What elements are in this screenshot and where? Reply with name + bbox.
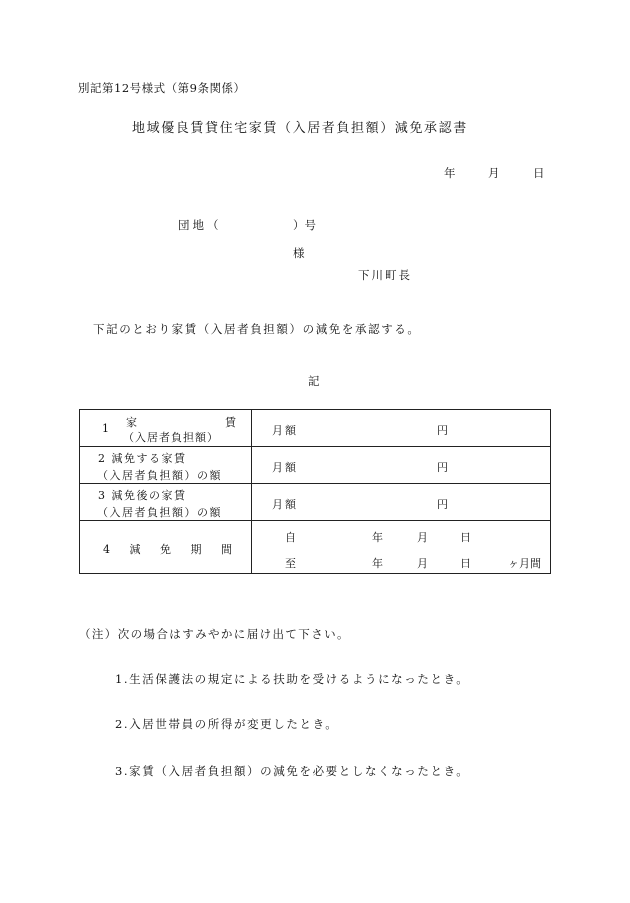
table-row	[80, 410, 551, 447]
months-label: ヶ月間	[508, 557, 541, 570]
table-row	[80, 447, 551, 484]
period-value-cell[interactable]	[252, 521, 551, 574]
danchi-close-label: ）号	[293, 218, 316, 232]
from-label: 自	[285, 531, 296, 544]
after-reduction-label-line2: （入居者負担額）の額	[97, 506, 222, 519]
after-reduction-label-cell	[80, 484, 252, 521]
from-month-label: 月	[417, 531, 428, 544]
to-label: 至	[285, 557, 296, 570]
form-number: 別記第12号様式（第9条関係）	[78, 81, 246, 95]
from-day-label: 日	[460, 531, 471, 544]
reduction-amount-value-cell[interactable]	[252, 447, 551, 484]
table-row	[80, 484, 551, 521]
after-reduction-label-line1: 3 減免後の家賃	[98, 489, 187, 502]
period-label-cell	[80, 521, 252, 574]
to-month-label: 月	[417, 557, 428, 570]
yen-label: 円	[437, 498, 448, 511]
ki-heading: 記	[308, 374, 320, 388]
date-month-label: 月	[488, 166, 500, 180]
rent-label-b: 賃	[225, 416, 236, 429]
issuer-name: 下川町長	[358, 268, 412, 282]
approval-statement: 下記のとおり家賃（入居者負担額）の減免を承認する。	[93, 322, 421, 336]
monthly-label: 月額	[272, 461, 298, 474]
document-title: 地域優良賃貸住宅家賃（入居者負担額）減免承認書	[132, 121, 468, 136]
reduction-amount-label-cell	[80, 447, 252, 484]
row-number: 1	[102, 422, 109, 435]
note-item: 3.家賃（入居者負担額）の減免を必要としなくなったとき。	[115, 764, 470, 778]
to-year-label: 年	[372, 557, 383, 570]
after-reduction-value-cell[interactable]	[252, 484, 551, 521]
table-row	[80, 521, 551, 574]
monthly-label: 月額	[272, 424, 298, 437]
danchi-label: 団地（	[178, 218, 222, 232]
period-label: 4 減 免 期 間	[103, 543, 240, 556]
reduction-amount-label-line2: （入居者負担額）の額	[97, 469, 222, 482]
date-year-label: 年	[444, 166, 456, 180]
rent-label-cell	[80, 410, 252, 447]
yen-label: 円	[437, 424, 448, 437]
yen-label: 円	[437, 461, 448, 474]
reduction-amount-label-line1: 2 減免する家賃	[98, 452, 187, 465]
rent-value-cell[interactable]	[252, 410, 551, 447]
monthly-label: 月額	[272, 498, 298, 511]
date-day-label: 日	[533, 166, 545, 180]
note-item: 1.生活保護法の規定による扶助を受けるようになったとき。	[115, 672, 470, 686]
from-year-label: 年	[372, 531, 383, 544]
note-item: 2.入居世帯員の所得が変更したとき。	[115, 717, 339, 731]
to-day-label: 日	[460, 557, 471, 570]
rent-label-a: 家	[126, 416, 137, 429]
rent-label-sub: （入居者負担額）	[123, 431, 219, 444]
notes-heading: （注）次の場合はすみやかに届け出て下さい。	[79, 627, 350, 641]
reduction-table	[79, 409, 551, 574]
honorific-label: 様	[293, 246, 305, 260]
